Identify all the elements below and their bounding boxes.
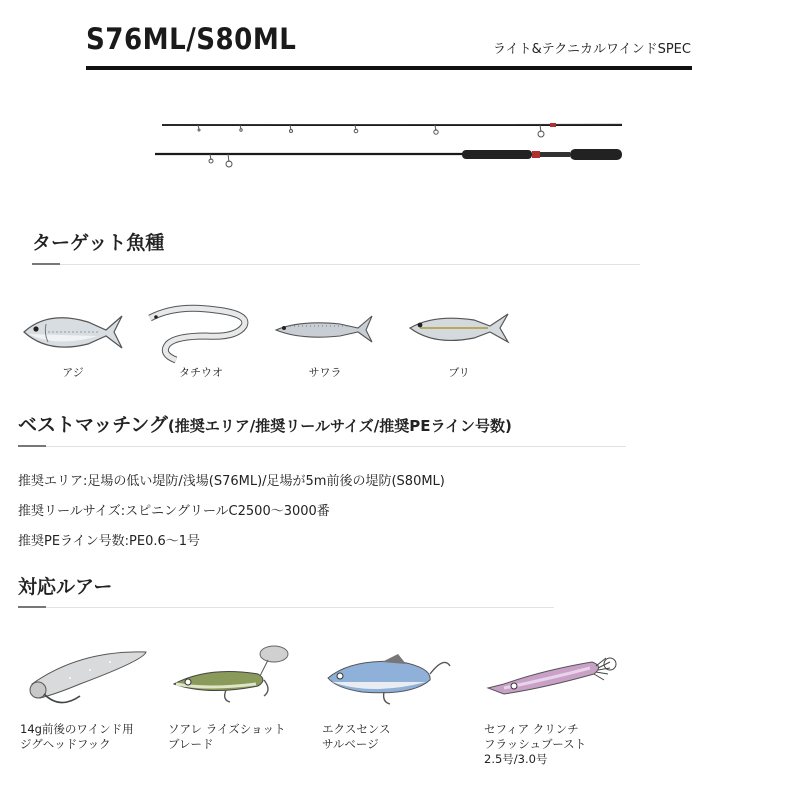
rec-area: 推奨エリア:足場の低い堤防/浅場(S76ML)/足場が5m前後の堤防(S80ML): [18, 474, 445, 489]
cutlassfish-icon: [146, 302, 256, 364]
squid-jig-icon: [484, 640, 614, 710]
matching-heading-main: ベストマッチング: [18, 414, 168, 436]
fish-name-sawara: サワラ: [308, 366, 342, 379]
target-rule: [32, 264, 640, 265]
target-heading: ターゲット魚種: [32, 232, 165, 254]
lure-name-squid-jig: セフィア クリンチ フラッシュブースト 2.5号/3.0号: [484, 722, 587, 766]
rec-pe-line: 推奨PEライン号数:PE0.6～1号: [18, 534, 201, 549]
fish-name-aji: アジ: [62, 366, 84, 379]
matching-heading-sub: (推奨エリア/推奨リールサイズ/推奨PEライン号数): [167, 417, 512, 435]
fish-name-tachiuo: タチウオ: [179, 366, 223, 379]
lures-heading: 対応ルアー: [18, 576, 113, 598]
jighead-lure-icon: [20, 640, 150, 710]
horse-mackerel-icon: [18, 302, 128, 364]
lure-name-blade: ソアレ ライズショット ブレード: [168, 722, 286, 751]
rec-reel-size: 推奨リールサイズ:スピニングリールC2500～3000番: [18, 504, 330, 519]
blade-lure-icon: [168, 640, 298, 710]
spec-label: ライト&テクニカルワインドSPEC: [493, 42, 691, 57]
target-rule-accent: [32, 263, 60, 265]
lure-name-vibration: エクスセンス サルベージ: [322, 722, 391, 751]
fish-name-buri: ブリ: [448, 366, 470, 379]
header-rule: [86, 66, 692, 70]
lure-name-jighead: 14g前後のワインド用 ジグヘッドフック: [20, 722, 134, 751]
lures-rule-accent: [18, 606, 46, 608]
lures-rule: [18, 607, 554, 608]
spanish-mackerel-icon: [270, 302, 380, 364]
rod-image: [150, 112, 630, 172]
matching-rule-accent: [18, 445, 46, 447]
matching-heading: [18, 410, 512, 437]
matching-rule: [18, 446, 626, 447]
model-title: S76ML/S80ML: [86, 22, 297, 56]
vibration-lure-icon: [322, 640, 452, 710]
yellowtail-icon: [404, 302, 514, 364]
